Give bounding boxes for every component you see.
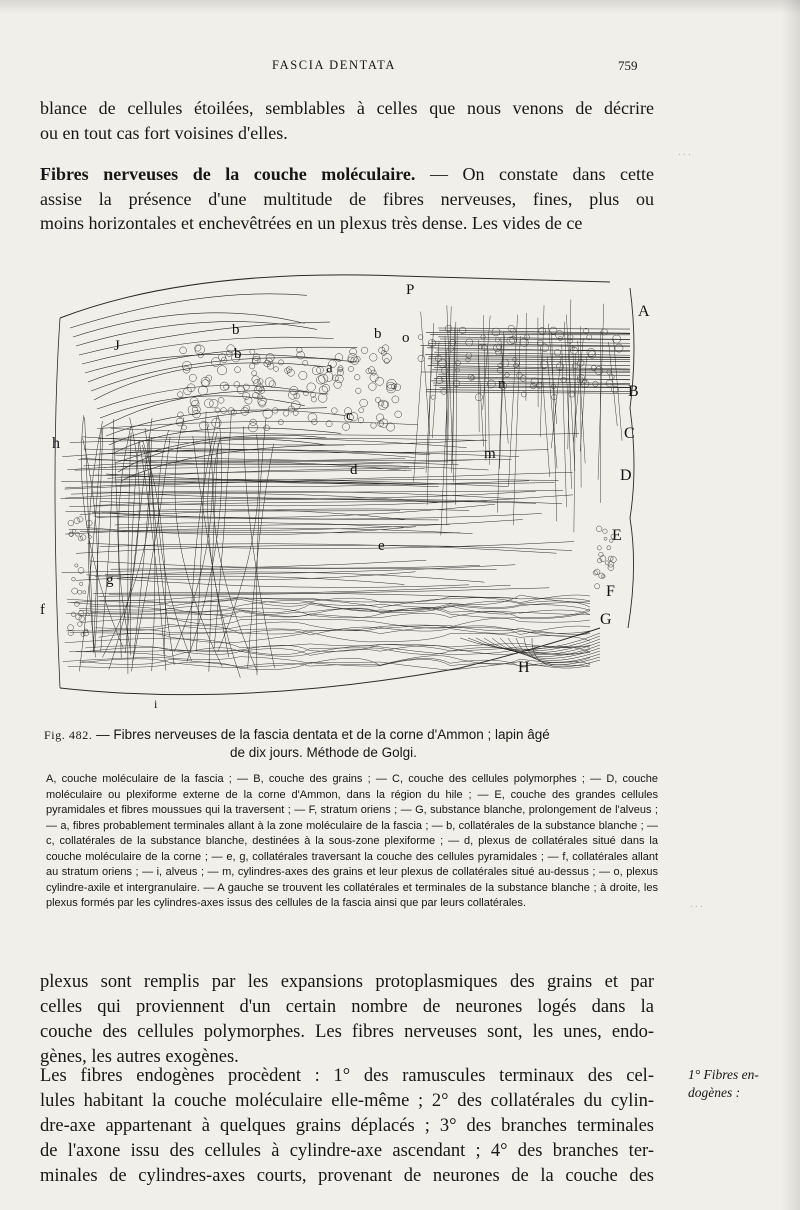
text-line: couche des cellules polymorphes. Les fibres nerveuses sont, les unes, endo- (40, 1022, 654, 1042)
granule-cell (190, 397, 198, 405)
granule-cell (81, 535, 86, 540)
text-line: celles qui proviennent d'un certain nombre de neurones logés dans la (40, 997, 654, 1017)
granule-cell (297, 347, 303, 353)
label-E: E (612, 527, 622, 544)
nerve-fiber (99, 595, 590, 603)
nerve-fiber (115, 455, 511, 461)
nerve-fiber (83, 449, 548, 453)
granule-cell (192, 400, 200, 408)
granule-cell (177, 392, 183, 398)
nerve-fiber (130, 440, 139, 656)
label-C: C (624, 425, 635, 442)
nerve-fiber (427, 345, 431, 505)
granule-cell (395, 411, 402, 418)
nerve-fiber (70, 438, 487, 442)
granule-cell (517, 372, 523, 378)
nerve-fiber (85, 417, 94, 652)
granule-cell (245, 397, 252, 404)
text-line: de l'axone issu des cellules à cylindre-axe ascendant ; 4° des branches ter- (40, 1141, 654, 1161)
label-g: g (106, 572, 114, 588)
nerve-fiber (628, 288, 634, 628)
caption-line (44, 726, 660, 744)
granule-cell (249, 364, 254, 369)
granule-cell (570, 346, 574, 350)
granule-cell (180, 347, 187, 354)
granule-cell (75, 564, 78, 567)
granule-cell (290, 386, 298, 394)
granule-cell (520, 375, 526, 381)
granule-cell (601, 329, 607, 335)
nerve-fiber (552, 333, 557, 522)
granule-cell (386, 382, 395, 391)
nerve-fiber (114, 448, 519, 456)
nerve-fiber (117, 579, 469, 588)
label-b: b (234, 346, 242, 362)
nerve-fiber (568, 299, 571, 449)
granule-cell (283, 410, 289, 416)
granule-cell (595, 584, 600, 589)
granule-cell (331, 408, 337, 414)
granule-cell (371, 423, 377, 429)
granule-cell (597, 546, 601, 550)
text-line: assise la présence d'une multitude de fibres nerveuses, fines, plus ou (40, 188, 654, 209)
granule-cell (561, 377, 566, 382)
granule-cell (493, 344, 501, 352)
granule-cell (596, 526, 602, 532)
nerve-fiber (248, 444, 274, 668)
nerve-fiber (548, 324, 556, 424)
granule-cell (604, 537, 607, 540)
page-number: 759 (618, 58, 638, 73)
granule-cell (195, 345, 201, 351)
granule-cell (68, 520, 74, 526)
granule-cell (299, 371, 307, 379)
nerve-fiber (428, 359, 630, 360)
granule-cell (607, 546, 611, 550)
granule-cell (72, 588, 78, 594)
granule-cell (204, 399, 213, 408)
granule-cell (83, 591, 86, 594)
label-G: G (600, 611, 612, 628)
nerve-fiber (95, 622, 590, 633)
nerve-fiber (65, 638, 590, 647)
granule-cell (370, 373, 378, 381)
granule-cell (342, 423, 349, 430)
granule-cell (291, 401, 300, 410)
granule-cell (250, 349, 255, 354)
label-H: H (518, 659, 530, 676)
granule-cell (431, 395, 435, 399)
intro-paragraph (40, 96, 654, 145)
granule-cell (418, 335, 423, 340)
figure-drawing (40, 268, 660, 718)
granule-cell (76, 532, 80, 536)
nerve-fiber (100, 396, 305, 418)
nerve-fiber (478, 340, 479, 432)
scan-shadow-edge (782, 0, 800, 1210)
nerve-fiber (421, 312, 430, 435)
granule-cell (593, 381, 598, 386)
granule-cell (379, 347, 385, 353)
granule-cell (259, 400, 266, 407)
granule-cell (68, 630, 73, 635)
nerve-fiber (175, 418, 222, 667)
granule-cell (278, 420, 283, 425)
granule-cell (74, 518, 80, 524)
nerve-fiber (88, 347, 357, 382)
granule-cell (359, 408, 364, 413)
label-A: A (638, 303, 650, 320)
text-line: moins horizontales et enchevêtrées en un plexus très dense. Les vides de ce (40, 213, 583, 233)
nerve-fiber (76, 545, 572, 553)
granule-cell (361, 347, 368, 354)
granule-cell (441, 367, 448, 374)
nerve-fiber (69, 520, 523, 531)
label-F: F (606, 583, 615, 600)
margin-note-line: 1° Fibres en- (688, 1067, 759, 1082)
section-text: — On constate dans cette (415, 164, 654, 184)
granule-cell (360, 399, 368, 407)
granule-cell (308, 413, 317, 422)
granule-cell (378, 421, 384, 427)
granule-cell (184, 387, 192, 395)
granule-cell (78, 622, 83, 627)
label-D: D (620, 467, 632, 484)
granule-cell (334, 381, 342, 389)
text-line: dre-axe appartenant à quelques grains déplacés ; 3° des branches terminales (40, 1116, 654, 1136)
nerve-fiber (540, 305, 544, 437)
text-line: lules habitant la couche moléculaire elle-même ; 2° des collatérales du cylin- (40, 1091, 654, 1111)
nerve-fiber (70, 294, 307, 328)
granule-cell (69, 532, 73, 536)
granule-cell (322, 384, 330, 392)
granule-cell (436, 377, 443, 384)
nerve-fiber (438, 328, 630, 329)
granule-cell (369, 354, 377, 362)
granule-cell (495, 338, 499, 342)
nerve-fiber (98, 437, 467, 448)
nerve-fiber (426, 390, 630, 392)
section-heading: Fibres nerveuses de la couche moléculaire. (40, 164, 416, 184)
bleed-through-mark: · · · (690, 902, 703, 913)
granule-cell (603, 529, 607, 533)
nerve-fiber (100, 495, 573, 506)
nerve-fiber (213, 439, 257, 672)
text-line: minales de cylindres-axes courts, provenant de neurones de la couche des (40, 1166, 654, 1186)
granule-cell (356, 388, 361, 393)
granule-cell (466, 339, 473, 346)
granule-cell (178, 412, 184, 418)
granule-cell (605, 561, 609, 565)
granule-cell (269, 381, 276, 388)
granule-cell (418, 355, 424, 361)
granule-cell (274, 367, 279, 372)
granule-cell (243, 384, 249, 390)
nerve-fiber (55, 318, 60, 688)
nerve-fiber (109, 408, 327, 445)
granule-cell (78, 517, 83, 522)
caption-line: de dix jours. Méthode de Golgi. (230, 745, 417, 760)
label-b: b (232, 322, 240, 338)
scan-shadow-top (0, 0, 800, 14)
text-line: ou en tout cas fort voisines d'elles. (40, 122, 288, 143)
nerve-fiber (93, 592, 517, 598)
bleed-through-mark: · · · (678, 150, 691, 161)
label-j: J (114, 338, 120, 354)
text-line: blance de cellules étoilées, semblables à celles que nous venons de décrire (40, 98, 654, 118)
label-d: d (350, 462, 358, 478)
granule-cell (569, 391, 575, 397)
figure-caption (44, 726, 660, 762)
granule-cell (287, 369, 294, 376)
label-h: h (52, 435, 60, 452)
figure-number: Fig. 482. (44, 728, 93, 742)
granule-cell (72, 577, 76, 581)
label-e: e (378, 538, 385, 554)
endogenous-fibers-paragraph (40, 1064, 654, 1189)
granule-cell (218, 397, 224, 403)
text-line: gènes, les autres exogènes. (40, 1047, 239, 1067)
granule-cell (252, 371, 257, 376)
granule-cell (369, 383, 377, 391)
granule-cell (319, 386, 327, 394)
margin-note (688, 1066, 788, 1102)
nerve-fiber (98, 632, 590, 642)
granule-cell (265, 358, 272, 365)
granule-cell (248, 423, 257, 432)
granule-cell (217, 366, 226, 375)
nerve-fiber (93, 427, 103, 653)
label-f: f (40, 602, 45, 618)
granule-cell (209, 399, 218, 408)
granule-cell (608, 565, 614, 571)
granule-cell (250, 419, 257, 426)
label-b: b (374, 326, 382, 342)
nerve-fiber (89, 470, 411, 475)
nerve-fiber (598, 304, 604, 480)
nerve-fiber (97, 385, 309, 409)
granule-cell (318, 394, 327, 403)
nerve-fiber (85, 354, 356, 373)
granule-cell (610, 557, 616, 563)
nerve-fiber (80, 532, 460, 533)
granule-cell (354, 374, 360, 380)
granule-cell (607, 370, 611, 374)
granule-cell (375, 397, 380, 402)
nerve-fiber (414, 345, 424, 481)
granule-cell (501, 359, 509, 367)
granule-cell (221, 408, 227, 414)
granule-cell (375, 377, 383, 385)
granule-cell (189, 374, 196, 381)
granule-cell (615, 344, 623, 352)
granule-cell (79, 582, 82, 585)
granule-cell (215, 408, 220, 413)
granule-cell (76, 614, 82, 620)
section-paragraph (40, 162, 654, 236)
granule-cell (68, 625, 74, 631)
granule-cell (243, 392, 250, 399)
granule-cell (376, 414, 383, 421)
granule-cell (71, 612, 76, 617)
histology-figure (40, 268, 660, 718)
granule-cell (348, 366, 353, 371)
nerve-fiber (68, 662, 590, 670)
nerve-fiber (118, 524, 450, 528)
nerve-fiber (60, 275, 610, 318)
label-p: P (406, 282, 415, 298)
label-a: a (326, 360, 333, 376)
label-m: m (484, 446, 496, 462)
body-paragraph (40, 970, 654, 1070)
granule-cell (78, 590, 82, 594)
granule-cell (384, 358, 389, 363)
granule-cell (481, 335, 485, 339)
granule-cell (237, 386, 245, 394)
nerve-fiber (427, 348, 630, 352)
granule-cell (198, 386, 207, 395)
granule-cell (278, 360, 283, 365)
nerve-fiber (214, 411, 231, 648)
granule-cell (78, 567, 84, 573)
granule-cell (448, 346, 454, 352)
margin-note-line: dogènes : (688, 1085, 741, 1100)
text-line: Les fibres endogènes procèdent : 1° des ramuscules terminaux des cel- (40, 1066, 654, 1086)
granule-cell (288, 391, 297, 400)
figure-legend: A, couche moléculaire de la fascia ; — B, couche des grains ; — C, couche des cellules polymorphes ; — D, couche moléculaire ou plexiforme externe de la corne d'Ammon, dans la région du hile ; — E, couche des grandes cellules pyramidales et fibres moussues qui la traversent ; — F, stratum oriens ; — G, substance blanche, prolongement de l'alveus ; — a, fibres probablement terminales allant à la zone moléculaire de la fascia ; — b, collatérales de la substance blanche ; — c, collatérales de la substance blanche, destinées à la sous-zone plexiforme ; — d, plexus de collatérales situé dans la couche moléculaire de la corne ; — e, g, collatérales traversant la couche des cellules pyramidales ; — f, collatérales allant au stratum oriens ; — i, alveus ; — m, cylindres-axes des grains et leur plexus de collatérales situé au-dessus ; — o, plexus cylindre-axile et intergranulaire. — A gauche se trouvent les collatérales et terminales de la substance blanche ; à droite, les plexus formés par les cylindres-axes issus des cellules de la fascia ainsi que par leurs collatérales. (46, 773, 658, 909)
granule-cell (307, 383, 316, 392)
caption-text: — Fibres nerveuses de la fascia dentata et de la corne d'Ammon ; lapin âgé (92, 727, 550, 742)
text-line (40, 162, 654, 187)
granule-cell (235, 367, 241, 373)
label-o: o (402, 330, 410, 346)
nerve-fiber (90, 561, 480, 568)
label-c: c (346, 408, 353, 424)
granule-cell (445, 325, 452, 332)
nerve-fiber (438, 374, 630, 375)
label-i: i (154, 697, 158, 711)
label-n: n (498, 376, 506, 392)
granule-cell (335, 375, 343, 383)
granule-cell (234, 381, 240, 387)
text-line: plexus sont remplis par les expansions protoplasmiques des grains et par (40, 972, 654, 992)
running-head-title: FASCIA DENTATA (272, 58, 396, 72)
granule-cell (72, 529, 75, 532)
label-B: B (628, 383, 639, 400)
granule-cell (182, 425, 187, 430)
nerve-fiber (613, 339, 622, 441)
granule-cell (86, 613, 89, 616)
nerve-fiber (63, 657, 590, 667)
granule-cell (392, 396, 399, 403)
